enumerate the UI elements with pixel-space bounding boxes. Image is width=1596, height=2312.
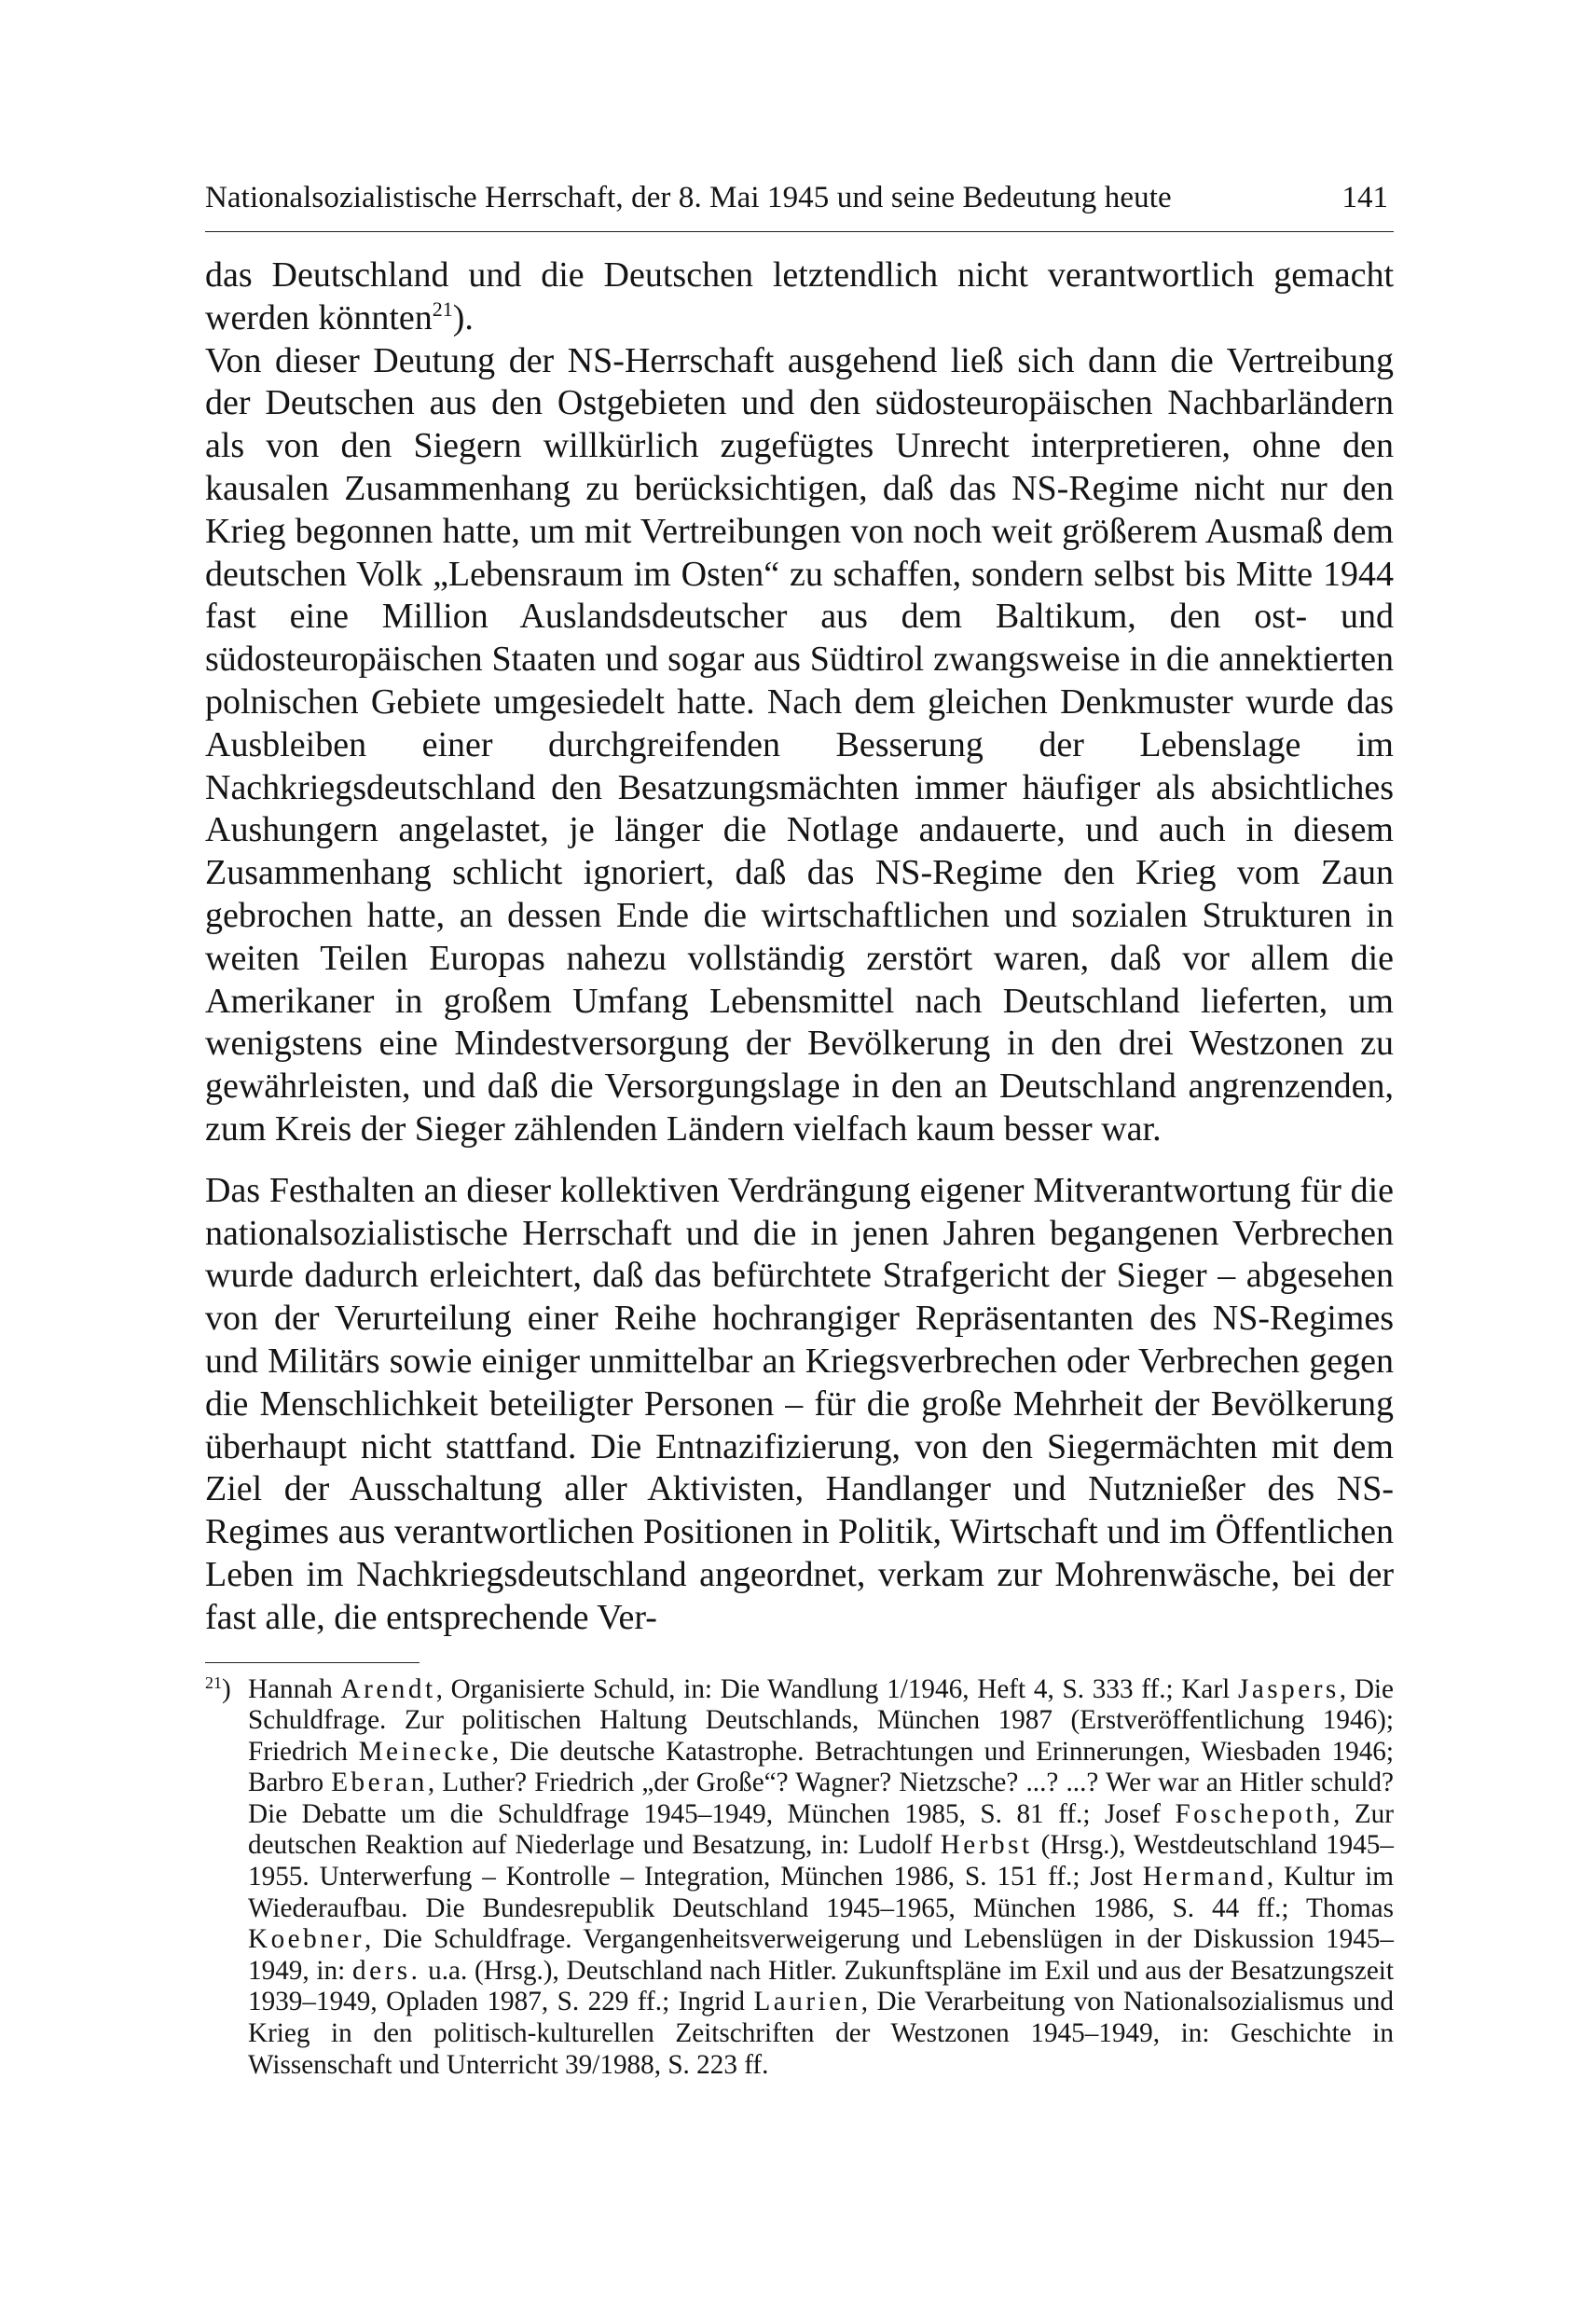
running-header <box>205 177 1394 232</box>
author-name: ders. <box>351 1955 421 1986</box>
footnote-21 <box>205 1674 1394 2082</box>
footnote-text: Hannah Arendt, Organisierte Schuld, in: Die Wandlung 1/1946, Heft 4, S. 333 ff.; Karl Jaspers, Die Schuldfrage. Zur politischen Haltung Deutschlands, München 1987 (Erstveröffentlichung 1946); Friedrich Meinecke, Die deutsche Katastrophe. Betrachtungen und Erinnerungen, Wiesbaden 1946; Barbro Eberan, Luther? Friedrich „der Große“? Wagner? Nietzsche? ...? ...? Wer war an Hitler schuld? Die Debatte um die Schuldfrage 1945–1949, München 1985, S. 81 ff.; Josef Foschepoth, Zur deutschen Reaktion auf Niederlage und Besatzung, in: Ludolf Herbst (Hrsg.), Westdeutschland 1945–1955. Unterwerfung – Kontrolle – Integration, München 1986, S. 151 ff.; Jost Hermand, Kultur im Wiederaufbau. Die Bundesrepublik Deutschland 1945–1965, München 1986, S. 44 ff.; Thomas Koebner, Die Schuldfrage. Vergangenheitsverweigerung und Lebenslügen in der Diskussion 1945–1949, in: ders. u.a. (Hrsg.), Deutschland nach Hitler. Zukunftspläne im Exil und aus der Besatzungszeit 1939–1949, Opladen 1987, S. 229 ff.; Ingrid Laurien, Die Verarbeitung von Nationalsozialismus und Krieg in den politisch-kulturellen Zeitschriften der Westzonen 1945–1949, in: Geschichte in Wissenschaft und Unterricht 39/1988, S. 223 ff. <box>248 1673 1395 2080</box>
author-name: Meinecke <box>358 1736 492 1767</box>
footnote-reference-21[interactable]: 21 <box>432 296 453 321</box>
paragraph-2: Von dieser Deutung der NS-Herrschaft ausgehend ließ sich dann die Vertreibung der Deutschen aus den Ostgebieten und den südosteuropäischen Nachbarländern als von den Siegern willkürlich zugefügtes Unrecht interpretieren, ohne den kausalen Zusammenhang zu berücksichtigen, daß das NS-Regime nicht nur den Krieg begonnen hatte, um mit Vertreibungen von noch weit größerem Ausmaß dem deutschen Volk „Lebensraum im Osten“ zu schaffen, sondern selbst bis Mitte 1944 fast eine Million Auslandsdeutscher aus dem Baltikum, den ost- und südosteuropäischen Staaten und sogar aus Südtirol zwangsweise in die annektierten polnischen Gebiete umgesiedelt hatte. Nach dem gleichen Denkmuster wurde das Ausbleiben einer durchgreifenden Besserung der Lebenslage im Nachkriegsdeutschland den Besatzungsmächten immer häufiger als absichtliches Aushungern angelastet, je länger die Notlage andauerte, und auch in diesem Zusammenhang schlicht ignoriert, daß das NS-Regime den Krieg vom Zaun gebrochen hatte, an dessen Ende die wirtschaftlichen und sozialen Strukturen in weiten Teilen Europas nahezu vollständig zerstört waren, daß vor allem die Amerikaner in großem Umfang Lebensmittel nach Deutschland lieferten, um wenigstens eine Mindestversorgung der Bevölkerung in den drei Westzonen zu gewährleisten, und daß die Versorgungslage in den an Deutschland angrenzenden, zum Kreis der Sieger zählenden Ländern vielfach kaum besser war. <box>205 340 1394 1149</box>
author-name: Eberan <box>331 1768 428 1798</box>
author-name: Jaspers <box>1237 1673 1340 1704</box>
author-name: Arendt <box>340 1673 436 1704</box>
running-title: Nationalsozialistische Herrschaft, der 8. Mai 1945 und seine Bedeutung heute <box>205 181 1172 214</box>
paragraph-3: Das Festhalten an dieser kollektiven Verdrängung eigener Mitverantwortung für die nationalsozialistische Herrschaft und die in jenen Jahren begangenen Verbrechen wurde dadurch erleichtert, daß das befürchtete Strafgericht der Sieger – abgesehen von der Verurteilung einer Reihe hochrangiger Repräsentanten des NS-Regimes und Militärs sowie einiger unmittelbar an Kriegsverbrechen oder Verbrechen gegen die Menschlichkeit beteiligter Personen – für die große Mehrheit der Bevölkerung überhaupt nicht stattfand. Die Entnazifizierung, von den Siegermächten mit dem Ziel der Ausschaltung aller Aktivisten, Handlanger und Nutznießer des NS-Regimes aus verantwortlichen Positionen in Politik, Wirtschaft und im Öffentlichen Leben im Nachkriegsdeutschland angeordnet, verkam zur Mohrenwäsche, bei der fast alle, die entsprechende Ver- <box>205 1170 1394 1637</box>
author-name: Laurien <box>753 1987 861 2017</box>
page-number: 141 <box>1341 181 1388 214</box>
main-text <box>205 255 1394 1640</box>
author-name: Koebner <box>248 1924 365 1955</box>
footnote-number: $^{21}$) <box>205 1672 231 1704</box>
footnote-separator <box>205 1662 420 1663</box>
author-name: Herbst <box>940 1830 1033 1861</box>
author-name: Foschepoth <box>1175 1798 1334 1829</box>
author-name: Hermand <box>1142 1862 1267 1892</box>
paragraph-1 <box>205 255 1394 340</box>
paragraph-1-end: ). <box>452 297 474 337</box>
page <box>205 177 1394 2081</box>
paragraph-1-text: das Deutschland und die Deutschen letztendlich nicht verantwortlich gemacht werden könnten <box>205 255 1394 337</box>
